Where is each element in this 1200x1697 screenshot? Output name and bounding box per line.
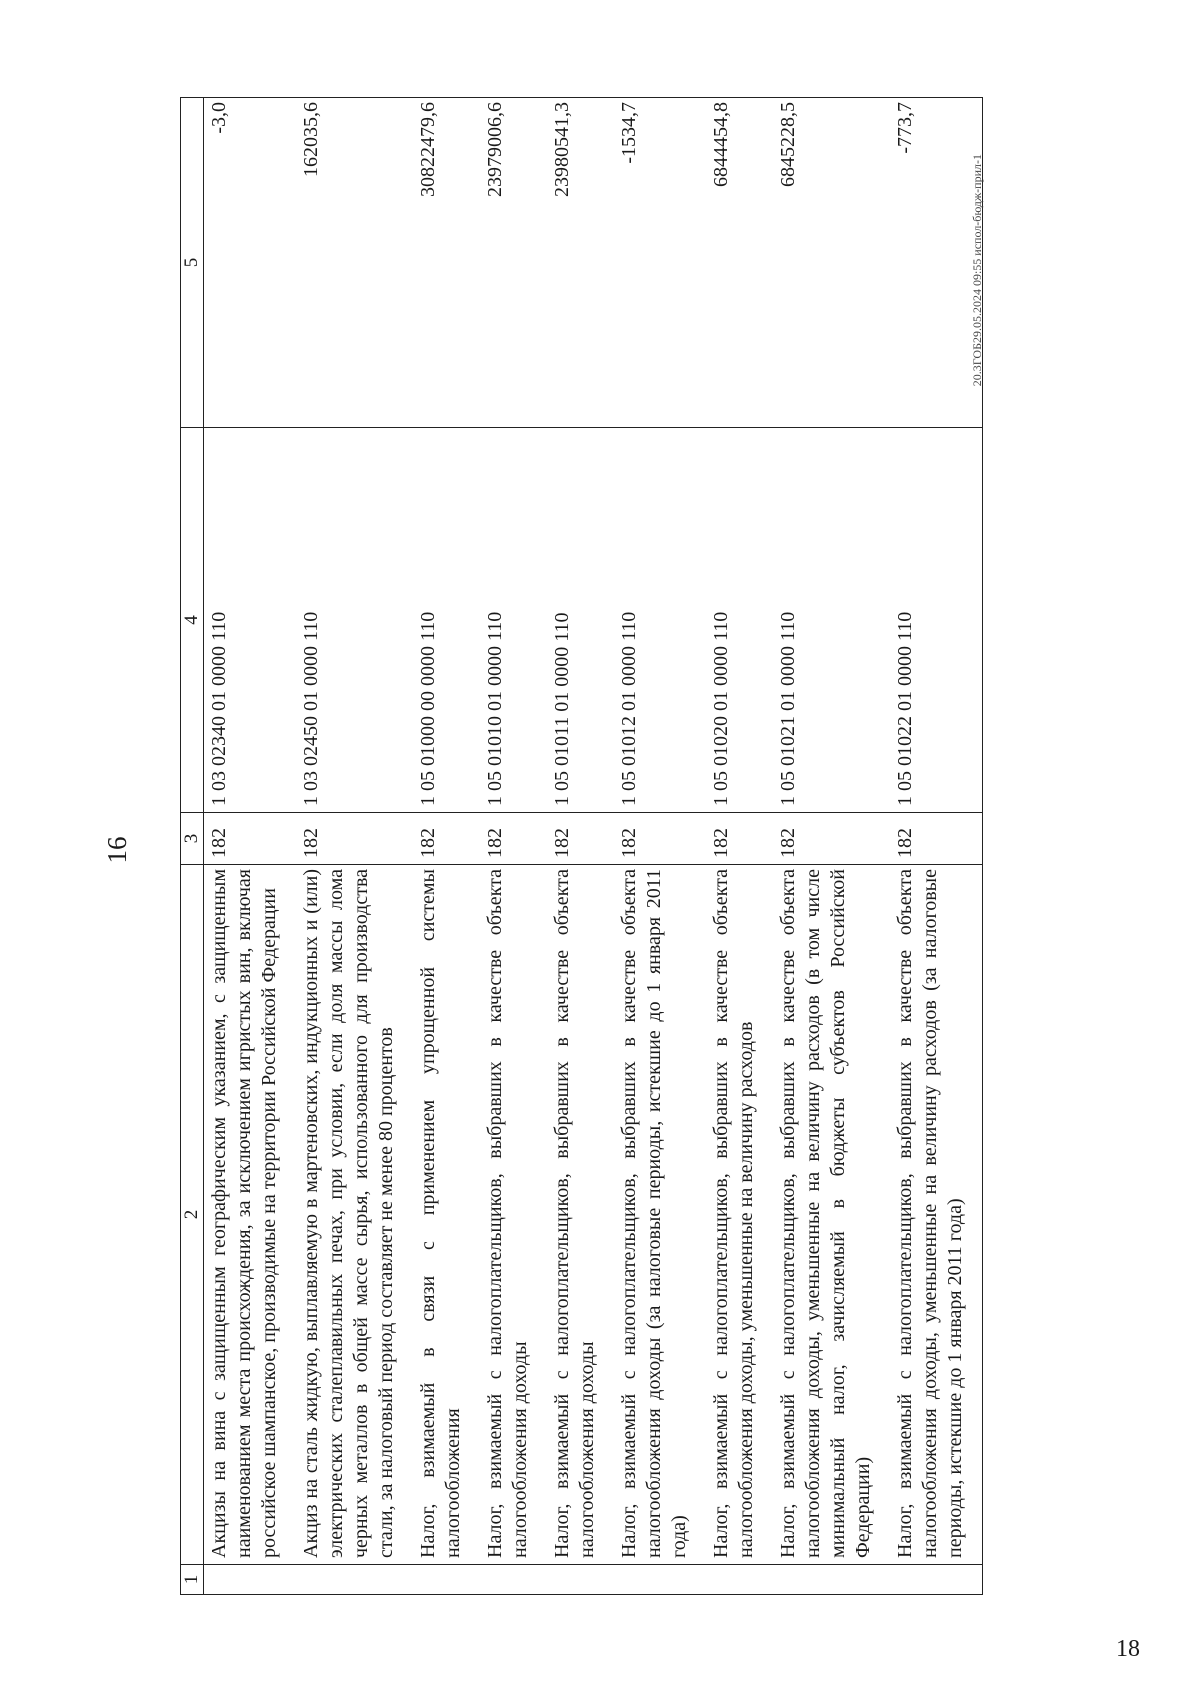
header-row <box>181 98 204 1595</box>
table-header <box>181 98 204 1595</box>
amount-cell: 23979006,6 <box>480 98 547 428</box>
table-row <box>296 98 413 1595</box>
budget-revenue-table <box>180 97 983 1595</box>
column-header-2: 2 <box>181 865 204 1565</box>
admin-code-cell: 182 <box>296 813 413 865</box>
table-row <box>706 98 773 1595</box>
column-header-3: 3 <box>181 813 204 865</box>
revenue-name-cell: Налог, взимаемый с налогоплательщиков, выбравших в качестве объекта налогообложения доходы <box>480 865 547 1565</box>
row-number-cell <box>296 1565 413 1595</box>
admin-code-cell: 182 <box>480 813 547 865</box>
kbk-code-cell: 1 03 02340 01 0000 110 <box>204 428 297 813</box>
kbk-code-cell: 1 05 01021 01 0000 110 <box>773 428 890 813</box>
admin-code-cell: 182 <box>890 813 983 865</box>
revenue-name-cell: Акцизы на вина с защищенным географическим указанием, с защищенным наименованием места происхождения, за исключением игристых вин, включая российское шампанское, производимые на территории Российской Федерации <box>204 865 297 1565</box>
column-header-4: 4 <box>181 428 204 813</box>
admin-code-cell: 182 <box>413 813 480 865</box>
table-body <box>204 98 983 1595</box>
table-row <box>480 98 547 1595</box>
row-number-cell <box>773 1565 890 1595</box>
revenue-name-cell: Налог, взимаемый с налогоплательщиков, выбравших в качестве объекта налогообложения доходы (за налоговые периоды, истекшие до 1 января 2011 года) <box>614 865 706 1565</box>
kbk-code-cell: 1 05 01012 01 0000 110 <box>614 428 706 813</box>
admin-code-cell: 182 <box>547 813 614 865</box>
amount-cell: -3,0 <box>204 98 297 428</box>
amount-cell: 162035,6 <box>296 98 413 428</box>
row-number-cell <box>706 1565 773 1595</box>
kbk-code-cell: 1 05 01022 01 0000 110 <box>890 428 983 813</box>
row-number-cell <box>547 1565 614 1595</box>
rotated-landscape-page <box>100 70 1100 1630</box>
kbk-code-cell: 1 05 01011 01 0000 110 <box>547 428 614 813</box>
kbk-code-cell: 1 05 01010 01 0000 110 <box>480 428 547 813</box>
revenue-name-cell: Акциз на сталь жидкую, выплавляемую в мартеновских, индукционных и (или) электрических сталеплавильных печах, при условии, если доля массы лома черных металлов в общей массе сырья, использованного для производства стали, за налоговый период составляет не менее 80 процентов <box>296 865 413 1565</box>
revenue-name-cell: Налог, взимаемый с налогоплательщиков, выбравших в качестве объекта налогообложения доходы <box>547 865 614 1565</box>
revenue-name-cell: Налог, взимаемый с налогоплательщиков, выбравших в качестве объекта налогообложения доходы, уменьшенные на величину расходов (за налоговые периоды, истекшие до 1 января 2011 года) <box>890 865 983 1565</box>
table-row <box>614 98 706 1595</box>
revenue-name-cell: Налог, взимаемый с налогоплательщиков, выбравших в качестве объекта налогообложения доходы, уменьшенные на величину расходов (в том числе минимальный налог, зачисляемый в бюджеты субъектов Российской Федерации) <box>773 865 890 1565</box>
revenue-name-cell: Налог, взимаемый в связи с применением упрощенной системы налогообложения <box>413 865 480 1565</box>
column-header-1: 1 <box>181 1565 204 1595</box>
amount-cell: -1534,7 <box>614 98 706 428</box>
table-row <box>547 98 614 1595</box>
table-row <box>773 98 890 1595</box>
amount-cell: 30822479,6 <box>413 98 480 428</box>
table-row <box>890 98 983 1595</box>
amount-cell: 6844454,8 <box>706 98 773 428</box>
row-number-cell <box>614 1565 706 1595</box>
row-number-cell <box>413 1565 480 1595</box>
page-number: 16 <box>102 836 132 864</box>
column-header-5: 5 <box>181 98 204 428</box>
table-row <box>413 98 480 1595</box>
amount-cell: 23980541,3 <box>547 98 614 428</box>
row-number-cell <box>890 1565 983 1595</box>
amount-cell: 6845228,5 <box>773 98 890 428</box>
sheet-number: 18 <box>1116 1636 1140 1662</box>
row-number-cell <box>204 1565 297 1595</box>
table-row <box>204 98 297 1595</box>
revenue-name-cell: Налог, взимаемый с налогоплательщиков, выбравших в качестве объекта налогообложения доходы, уменьшенные на величину расходов <box>706 865 773 1565</box>
amount-cell: -773,7 <box>890 98 983 428</box>
admin-code-cell: 182 <box>204 813 297 865</box>
admin-code-cell: 182 <box>614 813 706 865</box>
kbk-code-cell: 1 03 02450 01 0000 110 <box>296 428 413 813</box>
kbk-code-cell: 1 05 01020 01 0000 110 <box>706 428 773 813</box>
row-number-cell <box>480 1565 547 1595</box>
admin-code-cell: 182 <box>773 813 890 865</box>
admin-code-cell: 182 <box>706 813 773 865</box>
document-footer-code: 20.3ГОБ29.05.2024 09:55 испол-бюдж-прил-1 <box>970 154 984 387</box>
kbk-code-cell: 1 05 01000 00 0000 110 <box>413 428 480 813</box>
